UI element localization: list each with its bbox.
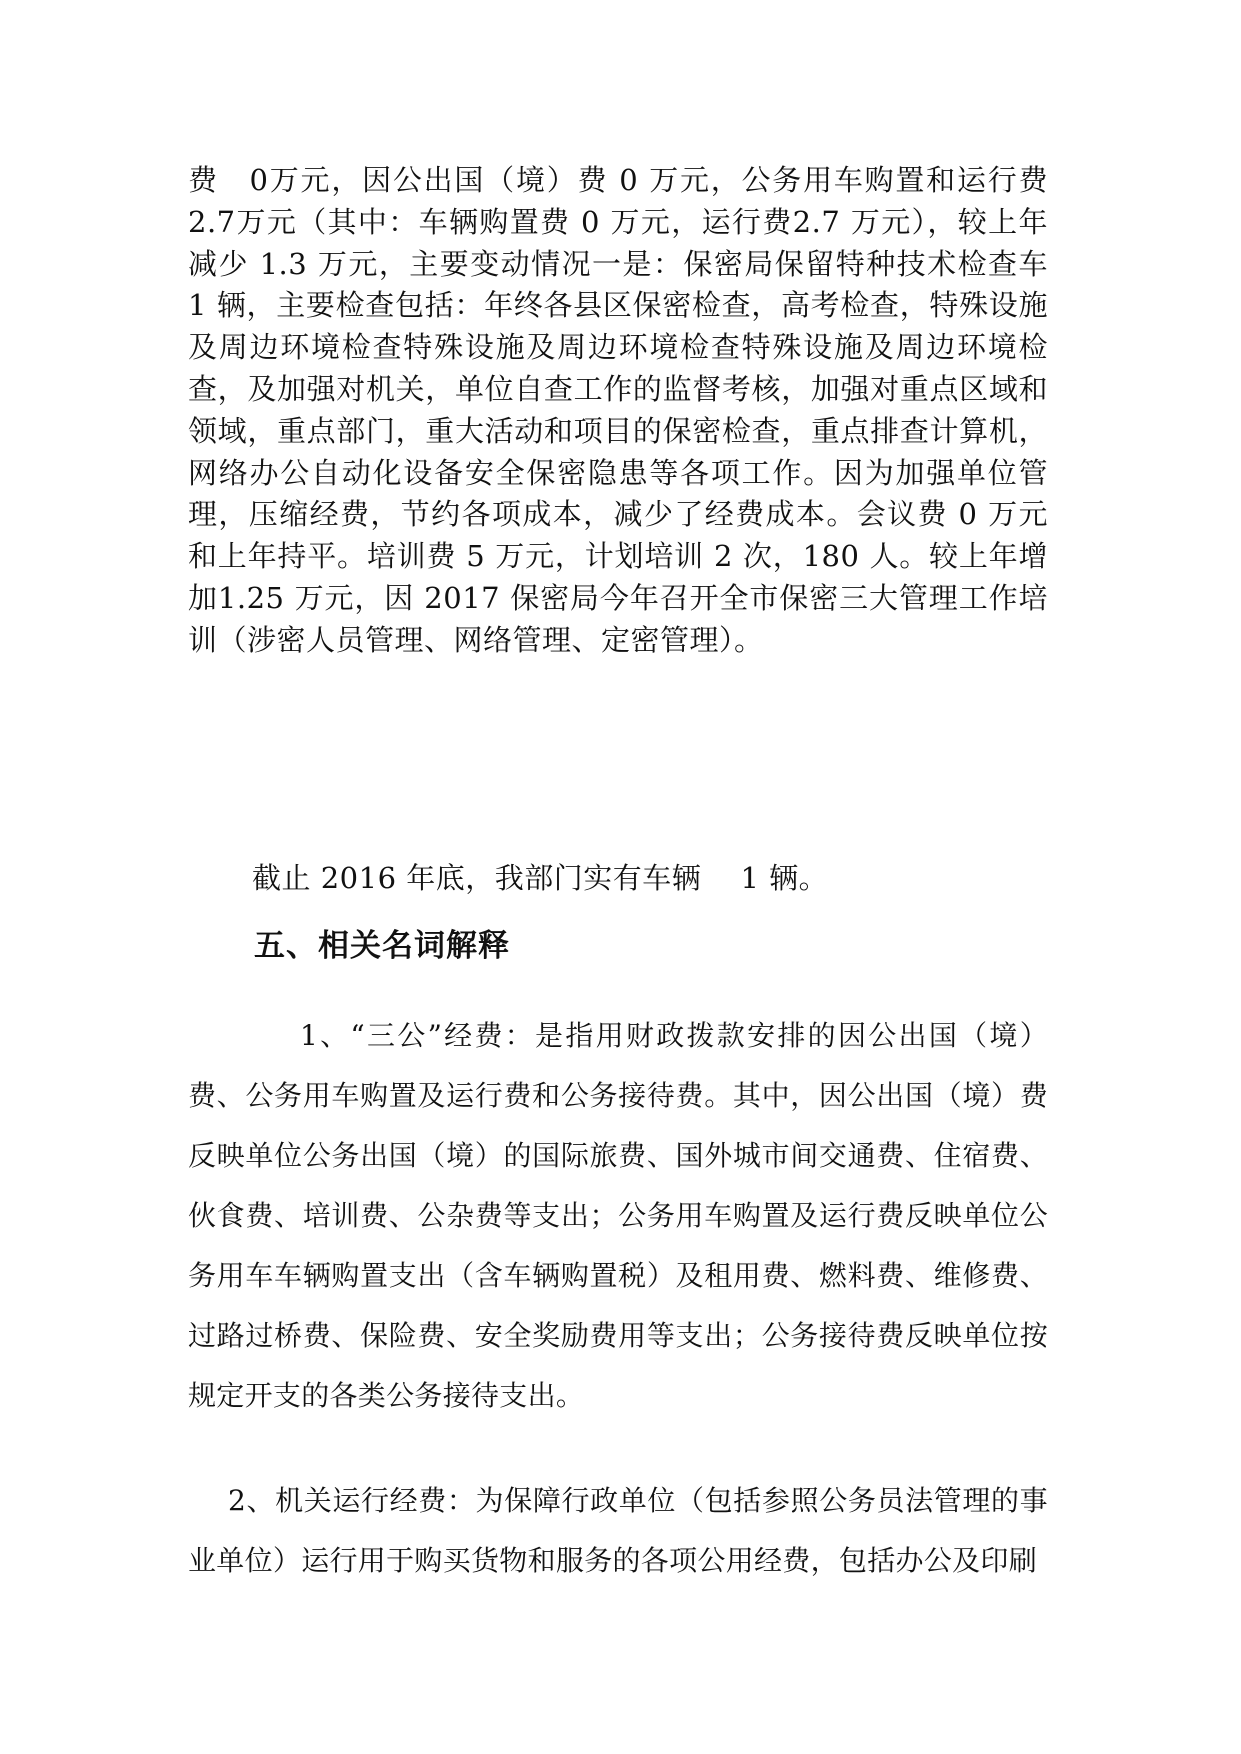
section-heading: 五、相关名词解释 (254, 928, 510, 964)
vehicle-count-paragraph: 截止 2016 年底，我部门实有车辆 1 辆。 (252, 861, 829, 895)
definition-three-public-expenses: 1、“三公”经费：是指用财政拨款安排的因公出国（境）费、公务用车购置及运行费和公务接待费。其中，因公出国（境）费反映单位公务出国（境）的国际旅费、国外城市间交通费、住宿费、伙食费、培训费、公杂费等支出；公务用车购置及运行费反映单位公务用车车辆购置支出（含车辆购置税）及租用费、燃料费、维修费、过路过桥费、保险费、安全奖励费用等支出；公务接待费反映单位按规定开支的各类公务接待支出。 (188, 1019, 1048, 1412)
definition-operating-expenses: 2、机关运行经费：为保障行政单位（包括参照公务员法管理的事业单位）运行用于购买货物和服务的各项公用经费，包括办公及印刷 (188, 1484, 1048, 1577)
budget-overview-paragraph: 费 0万元，因公出国（境）费 0 万元，公务用车购置和运行费 2.7万元（其中：车辆购置费 0 万元，运行费2.7 万元），较上年减少 1.3 万元，主要变动情况一是：保密局保留特种技术检查车 1 辆，主要检查包括：年终各县区保密检查，高考检查，特殊设施及周边环境检查特殊设施及周边环境检查特殊设施及周边环境检查，及加强对机关，单位自查工作的监督考核，加强对重点区域和领域，重点部门，重大活动和项目的保密检查，重点排查计算机，网络办公自动化设备安全保密隐患等各项工作。因为加强单位管理，压缩经费，节约各项成本，减少了经费成本。会议费 0 万元和上年持平。培训费 5 万元，计划培训 2 次，180 人。较上年增加1.25 万元，因 2017 保密局今年召开全市保密三大管理工作培训（涉密人员管理、网络管理、定密管理）。 (188, 163, 1048, 657)
